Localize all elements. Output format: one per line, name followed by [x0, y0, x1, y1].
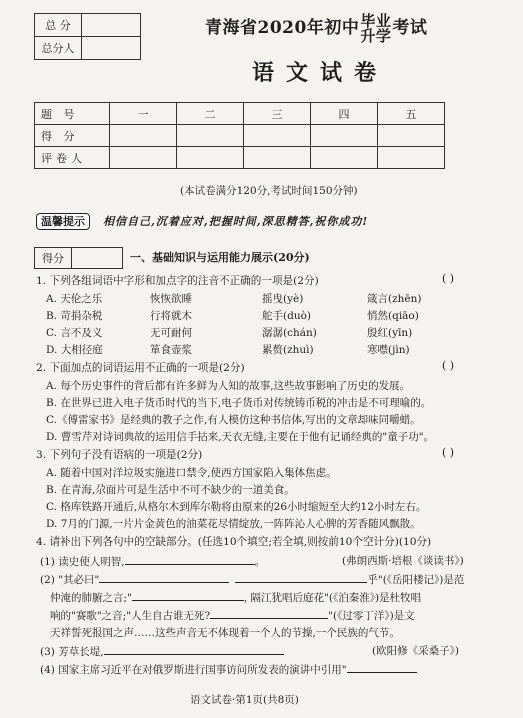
title-stack-bottom: 升学	[360, 26, 392, 45]
q1-option-c-4: 殷红(yīn)	[367, 327, 413, 339]
q3-option-a: A. 随着中国对洋垃圾实施进口禁令,使西方国家陷入集体焦虑。	[46, 467, 337, 479]
q1-option-d-3: 累赘(zhuì)	[262, 344, 314, 356]
col-5: 五	[378, 103, 445, 125]
q2-option-a: A. 每个历史事件的背后都有许多鲜为人知的故事,这些故事影响了历史的发展。	[46, 380, 411, 392]
score-cell[interactable]	[110, 125, 177, 147]
score-cell[interactable]	[244, 125, 311, 147]
q1-option-b-2: 行将就木	[150, 310, 192, 322]
title-stack	[360, 11, 392, 45]
row-label-question-no: 题 号	[35, 103, 110, 125]
score-table	[34, 102, 445, 169]
exam-title	[205, 13, 427, 44]
q1-option-c-1: C. 言不及义	[46, 327, 103, 339]
q4-blank-6[interactable]	[104, 643, 284, 655]
q4-line2-text: (2) "其必曰"	[40, 574, 100, 586]
title-stack-top: 毕业	[360, 11, 392, 30]
q4-line1	[40, 553, 265, 569]
scorer-label: 总分人	[35, 37, 82, 60]
q3-option-b: B. 在青海,尕面片可是生活中不可不缺少的一道美食。	[46, 484, 295, 496]
q3-stem: 3. 下列句子没有语病的一项是(2分)	[36, 449, 203, 461]
q1-option-d-1: D. 大相径庭	[46, 344, 103, 356]
q4-line2	[40, 571, 464, 587]
score-table-score-row	[35, 125, 445, 147]
q1-option-d-2: 箪食壶浆	[150, 344, 192, 356]
score-cell[interactable]	[378, 125, 445, 147]
q4-line4	[50, 607, 415, 623]
q4-line5: 天祥誓死报国之声……这些声音无不体现着一个人的节操,一个民族的气节。	[50, 627, 400, 639]
q4-line6-source: (欧阳修《采桑子》)	[372, 645, 459, 657]
q4-blank-4[interactable]	[132, 589, 244, 601]
title-prefix: 青海省2020年初中	[205, 18, 360, 38]
row-label-score: 得 分	[35, 125, 110, 147]
q1-answer-paren[interactable]: ( )	[442, 272, 455, 285]
col-4: 四	[311, 103, 378, 125]
total-score-field[interactable]	[82, 14, 141, 37]
q1-option-b-1: B. 苛捐杂税	[46, 310, 103, 322]
q4-line3-text: 仲淹的肺腑之言;"	[50, 592, 132, 604]
q1-option-b-4: 悄然(qiāo)	[367, 310, 419, 322]
grader-cell[interactable]	[177, 147, 244, 169]
col-3: 三	[244, 103, 311, 125]
q1-option-c-2: 无可耐何	[150, 327, 192, 339]
q4-line4-end: "(《过零丁洋》)是文	[328, 610, 415, 622]
q4-line1-text: (1) 读史使人明智,	[40, 556, 125, 568]
q1-option-c-3: 潺潺(chán)	[262, 327, 317, 339]
q2-option-c: C.《傅雷家书》是经典的教子之作,有人模仿这种书信体,写出的文章却味同嚼蜡。	[46, 414, 421, 426]
q3-option-d: D. 7月的门源,一片片金黄色的油菜花尽情绽放,一阵阵沁人心脾的芳香随风飘散。	[46, 518, 421, 530]
q4-blank-5[interactable]	[210, 607, 328, 619]
q4-line3-end: , 隔江犹唱后庭花"(《泊秦淮》)是杜牧唱	[243, 592, 422, 604]
exam-note: (本试卷满分120分,考试时间150分钟)	[180, 185, 358, 197]
score-table-grader-row	[35, 147, 445, 169]
title-suffix: 考试	[392, 18, 428, 38]
q1-stem: 1. 下列各组词语中字形和加点字的注音不正确的一项是(2分)	[36, 275, 319, 287]
grader-cell[interactable]	[378, 147, 445, 169]
page-footer: 语文试卷·第1页(共8页)	[190, 694, 299, 706]
q4-blank-2[interactable]	[99, 571, 229, 583]
q1-option-a-4: 箴言(zhēn)	[367, 293, 422, 305]
q4-stem: 4. 请补出下列各句中的空缺部分。(任选10个填空;若全填,则按前10个空计分)(10分)	[36, 536, 432, 548]
q4-line7	[40, 661, 417, 677]
q2-answer-paren[interactable]: ( )	[442, 359, 455, 372]
score-cell[interactable]	[311, 125, 378, 147]
q4-blank-1[interactable]	[125, 553, 255, 565]
col-2: 二	[177, 103, 244, 125]
q4-line7-text: (4) 国家主席习近平在对俄罗斯进行国事访问所发表的演讲中引用"	[40, 664, 347, 676]
q2-option-d: D. 曹雪芹对诗词典故的运用信手拈来,天衣无缝,主要在于他有记诵经典的"童子功"。	[46, 431, 435, 443]
section1-score-field[interactable]	[72, 248, 123, 269]
tip-text: 相信自己,沉着应对,把握时间,深思精答,祝你成功!	[103, 215, 369, 228]
col-1: 一	[110, 103, 177, 125]
q4-line4-text: 响的"赛歌"之音;"人生自古谁无死?	[50, 610, 211, 622]
q4-line3	[50, 589, 421, 605]
scorer-field[interactable]	[82, 37, 141, 60]
q2-stem: 2. 下面加点的词语运用不正确的一项是(2分)	[36, 362, 245, 374]
q1-option-b-3: 舵手(duò)	[262, 310, 311, 322]
q1-option-d-4: 寒噤(jìn)	[367, 344, 410, 356]
q3-answer-paren[interactable]: ( )	[442, 446, 455, 459]
tip-badge: 温馨提示	[36, 213, 90, 230]
q4-line2-end: 乎"(《岳阳楼记》)是范	[367, 574, 465, 586]
total-score-box	[34, 13, 141, 60]
score-cell[interactable]	[177, 125, 244, 147]
q1-option-a-1: A. 天伦之乐	[46, 293, 103, 305]
grader-cell[interactable]	[311, 147, 378, 169]
score-table-header-row	[35, 103, 445, 125]
tip-bar	[36, 210, 368, 229]
q1-option-a-3: 摇曳(yè)	[262, 293, 304, 305]
section1-score-box	[34, 247, 123, 269]
section1-score-label: 得分	[35, 248, 72, 269]
q1-option-a-2: 恢恢欲睡	[150, 293, 192, 305]
q4-blank-7[interactable]	[347, 661, 417, 673]
row-label-grader: 评卷人	[35, 147, 110, 169]
q4-line6	[40, 643, 284, 659]
q4-line1-end: 。	[254, 556, 266, 568]
q2-option-b: B. 在世界已进入电子货币时代的当下,电子货币对传统铸币税的冲击是不可理喻的。	[46, 397, 432, 409]
grader-cell[interactable]	[244, 147, 311, 169]
q4-line6-text: (3) 芳草长堤,	[40, 646, 104, 658]
grader-cell[interactable]	[110, 147, 177, 169]
q4-line1-source: (弗朗西斯·培根《谈读书》)	[342, 555, 464, 567]
q3-option-c: C. 格库铁路开通后,从格尔木到库尔勒将由原来的26小时缩短至大约12小时左右。	[46, 501, 427, 513]
section1-title: 一、基础知识与运用能力展示(20分)	[130, 251, 310, 264]
exam-subtitle: 语文试卷	[252, 60, 389, 86]
total-score-label: 总 分	[35, 14, 82, 37]
q4-blank-3[interactable]	[235, 571, 367, 583]
